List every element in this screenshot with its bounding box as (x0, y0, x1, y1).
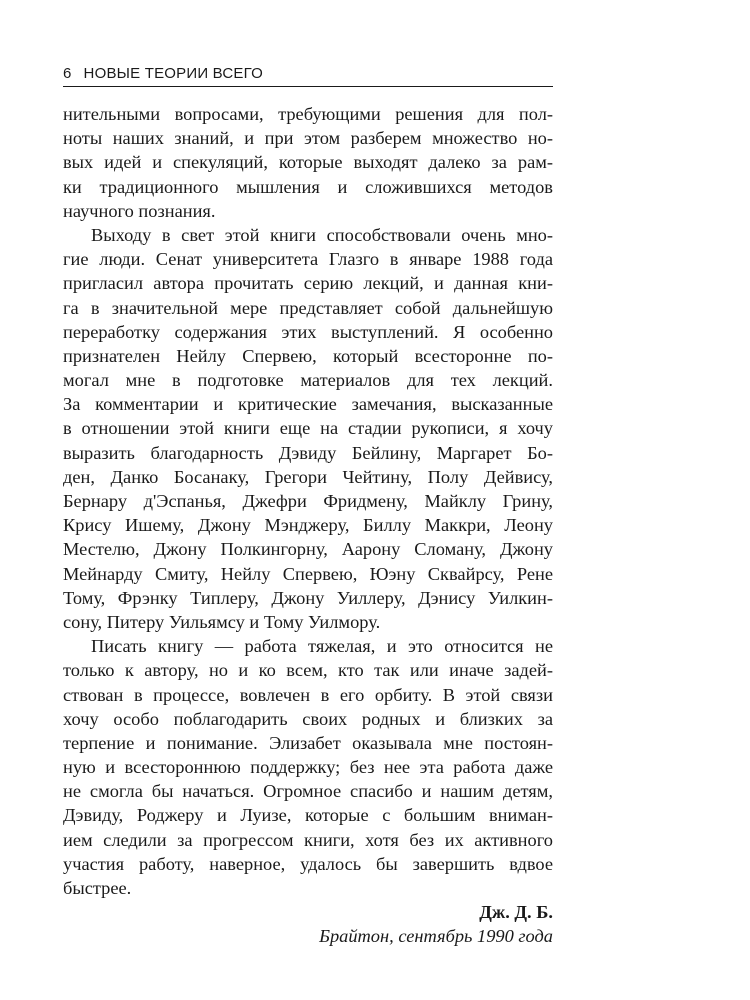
text-line: только к автору, но и ко всем, кто так или иначе задей- (63, 660, 553, 681)
dateline: Брайтон, сентябрь 1990 года (319, 926, 553, 947)
running-head (63, 63, 553, 87)
text-line: быстрее. (63, 878, 132, 898)
text-line: могал мне в подготовке материалов для тех лекций. (63, 370, 553, 391)
text-line: Крису Ишему, Джону Мэнджеру, Биллу Маккри, Леону (63, 515, 553, 536)
text-line: терпение и понимание. Элизабет оказывала мне постоян- (63, 732, 553, 753)
text-line: ную и всестороннюю поддержку; без нее эта работа даже (63, 757, 553, 778)
text-line: научного познания. (63, 200, 216, 221)
text-line: Выходу в свет этой книги способствовали очень мно- (91, 224, 553, 245)
text-line: не смогла бы начаться. Огромное спасибо и нашим детям, (63, 781, 553, 802)
text-line: сону, Питеру Уильямсу и Тому Уилмору. (63, 611, 381, 632)
header-rule (63, 86, 553, 87)
text-line: в отношении этой книги еще на стадии рукописи, я хочу (63, 418, 553, 439)
text-line: гие люди. Сенат университета Глазго в январе 1988 года (63, 249, 553, 270)
text-line: ки традиционного мышления и сложившихся методов (63, 176, 553, 197)
text-line: Писать книгу — работа тяжелая, и это относится не (91, 636, 553, 657)
text-line: Дэвиду, Роджеру и Луизе, которые с большим вниман- (63, 805, 553, 826)
text-line: га в значительной мере представляет собой дальнейшую (63, 297, 553, 318)
text-line: вых идей и спекуляций, которые выходят далеко за рам- (63, 152, 553, 173)
text-line: Бернару д'Эспанья, Джефри Фридмену, Майклу Грину, (63, 491, 553, 511)
text-line: ден, Данко Босанаку, Грегори Чейтину, Полу Дейвису, (63, 466, 553, 487)
paragraph (63, 102, 553, 223)
paragraph (63, 223, 553, 634)
paragraph (63, 634, 553, 900)
text-line: Местелю, Джону Полкингорну, Аарону Сломану, Джону (63, 539, 553, 560)
page-number: 6 (63, 65, 72, 82)
text-line: признателен Нейлу Спервею, который всесторонне по- (63, 345, 553, 366)
signature: Дж. Д. Б. (479, 902, 553, 923)
text-line: ствован в процессе, вовлечен в его орбиту. В этой связи (63, 684, 553, 705)
body-text (63, 102, 553, 949)
text-line: выразить благодарность Дэвиду Бейлину, Маргарет Бо- (63, 442, 553, 463)
text-line: Мейнарду Смиту, Нейлу Спервею, Юэну Сквайрсу, Рене (63, 563, 553, 584)
text-line: Тому, Фрэнку Типлеру, Джону Уиллеру, Дэнису Уилкин- (63, 587, 553, 608)
text-line: За комментарии и критические замечания, высказанные (63, 394, 553, 415)
running-title: НОВЫЕ ТЕОРИИ ВСЕГО (83, 65, 263, 82)
text-line: переработку содержания этих выступлений. Я особенно (63, 321, 553, 342)
text-line: ноты наших знаний, и при этом разберем множество но- (63, 128, 553, 149)
text-line: нительными вопросами, требующими решения для пол- (63, 104, 553, 124)
text-line: пригласил автора прочитать серию лекций, и данная кни- (63, 273, 553, 294)
text-line: хочу особо поблагодарить своих родных и близких за (63, 708, 553, 729)
text-line: ием следили за прогрессом книги, хотя без их активного (63, 829, 553, 850)
text-line: участия работу, наверное, удалось бы завершить вдвое (63, 853, 553, 874)
